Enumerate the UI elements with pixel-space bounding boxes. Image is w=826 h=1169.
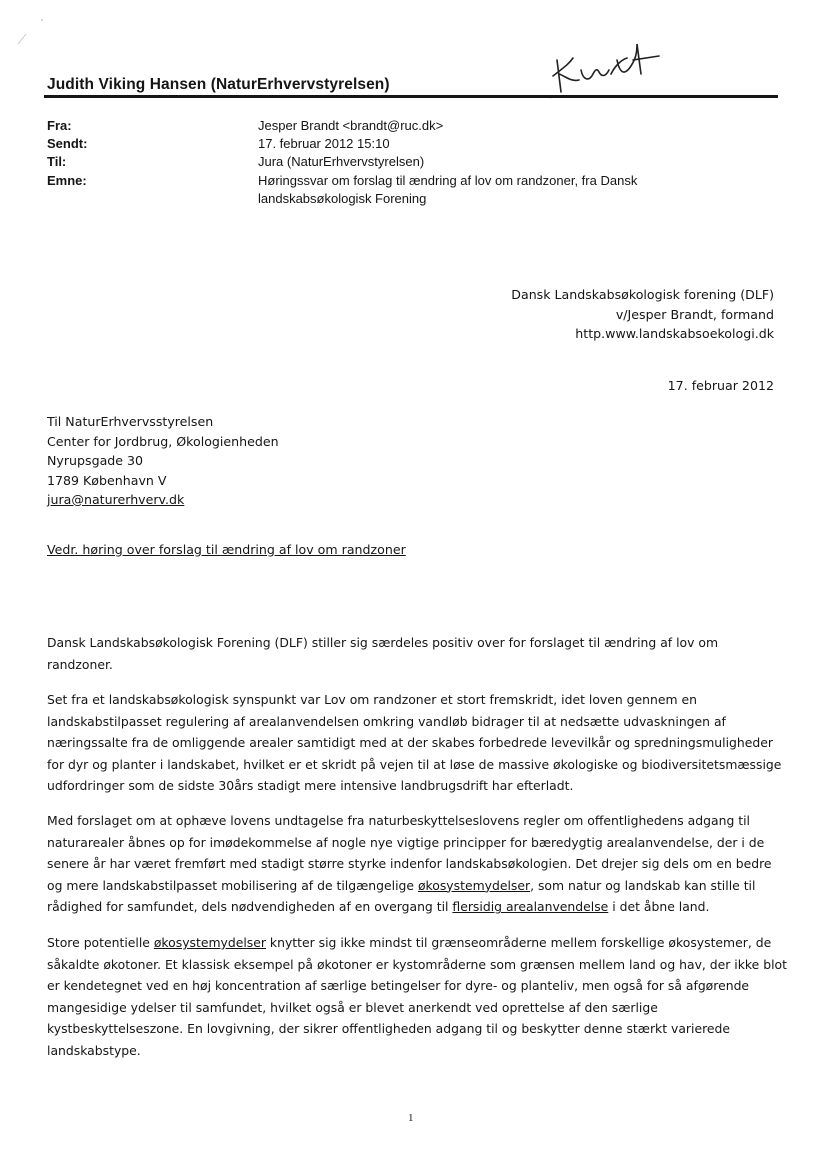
- ecosystem-services-term-2: økosystemydelser: [153, 935, 266, 950]
- from-value: Jesper Brandt <brandt@ruc.dk>: [258, 118, 444, 133]
- recipient-address: [47, 412, 279, 510]
- paragraph-3-text-a: Med forslaget om at ophæve lovens undtagelse fra naturbeskyttelseslovens regler om offentlighedens adgang til naturarealer åbnes op for imødekommelse af nogle nye vigtige principper for bæredygtig arealanvendelse, der i de senere år har været fremført med stadigt større styrke indenfor landskabsøkologien. Det drejer sig dels om en bedre og mere landskabstilpasset mobilisering af de tilgængelige: [47, 813, 772, 893]
- sent-label: Sendt:: [47, 136, 88, 151]
- sent-value: 17. februar 2012 15:10: [258, 136, 390, 151]
- recipient-line4: 1789 København V: [47, 472, 167, 488]
- to-value: Jura (NaturErhvervstyrelsen): [258, 154, 425, 169]
- paragraph-2: Set fra et landskabsøkologisk synspunkt var Lov om randzoner et stort fremskridt, idet loven gennem en landskabstilpasset regulering af arealanvendelsen omkring vandløb bidrager til at nedsætte udvaskningen af næringssalte fra de omliggende arealer samtidigt med at der skabes forbedrede levevilkår og spredningsmuligheder for dyr og planter i landskabet, hvilket er et skridt på vejen til at løse de massive økologiske og biodiversitetsmæssige udfordringer som de sidste 30års stadigt mere intensive landbrugsdrift har efterladt.: [47, 692, 782, 794]
- page-number: 1: [408, 1112, 414, 1124]
- paragraph-3-text-c: i det åbne land.: [608, 899, 710, 915]
- ecosystem-services-term: økosystemydelser: [417, 877, 531, 893]
- subject-value-line2: landskabsøkologisk Forening: [258, 191, 427, 206]
- paragraph-3-text-b: , som natur og landskab kan stille til rådighed for samfundet, dels nødvendigheden af en overgang til: [47, 877, 756, 915]
- paragraph-4-text-a: Store potentielle: [47, 935, 154, 950]
- recipient-line3: Nyrupsgade 30: [47, 453, 144, 468]
- recipient-line2: Center for Jordbrug, Økologienheden: [47, 433, 279, 449]
- header-title: Judith Viking Hansen (NaturErhvervstyrelsen): [47, 76, 390, 93]
- handwritten-signature: [545, 30, 675, 100]
- paragraph-1: Dansk Landskabsøkologisk Forening (DLF) stiller sig særdeles positiv over for forslaget til ændring af lov om randzoner.: [47, 635, 719, 672]
- letter-date: 17. februar 2012: [667, 378, 774, 393]
- sender-block: [511, 285, 774, 344]
- paragraph-4-text-b: knytter sig ikke mindst til grænseområderne mellem forskellige økosystemer, de såkaldte økotoner. Et klassisk eksempel på økotoner er kystområderne som grænsen mellem land og hav, der ikke blot er kendetegnet ved en høj koncentration af særlige betingelser for dyre- og planteliv, men også for så afgørende mangesidige ydelser til samfundet, hvilket også er blevet anerkendt ved oprettelse af den særlige kystbeskyttelseszone. En lovgivning, der sikrer offentligheden adgang til og beskytter denne stærkt varierede landskabstype.: [47, 935, 787, 1058]
- from-label: Fra:: [47, 118, 72, 133]
- sender-contact: v/Jesper Brandt, formand: [615, 306, 774, 322]
- subject-heading: Vedr. høring over forslag til ændring af lov om randzoner: [47, 542, 406, 557]
- scan-mark: [14, 14, 54, 54]
- sender-website: http.www.landskabsoekologi.dk: [575, 326, 774, 341]
- recipient-email-link[interactable]: jura@naturerhverv.dk: [47, 492, 185, 507]
- paragraph-3: [47, 810, 787, 918]
- recipient-line1: Til NaturErhvervsstyrelsen: [47, 414, 214, 429]
- multifunctional-land-use-term: flersidig arealanvendelse: [452, 899, 609, 915]
- header-rule: [44, 95, 778, 98]
- to-label: Til:: [47, 154, 67, 169]
- sender-organization: Dansk Landskabsøkologisk forening (DLF): [511, 287, 774, 302]
- subject-value-line1: Høringssvar om forslag til ændring af lov om randzoner, fra Dansk: [258, 173, 638, 188]
- subject-label: Emne:: [47, 173, 87, 188]
- paragraph-4: [47, 932, 787, 1062]
